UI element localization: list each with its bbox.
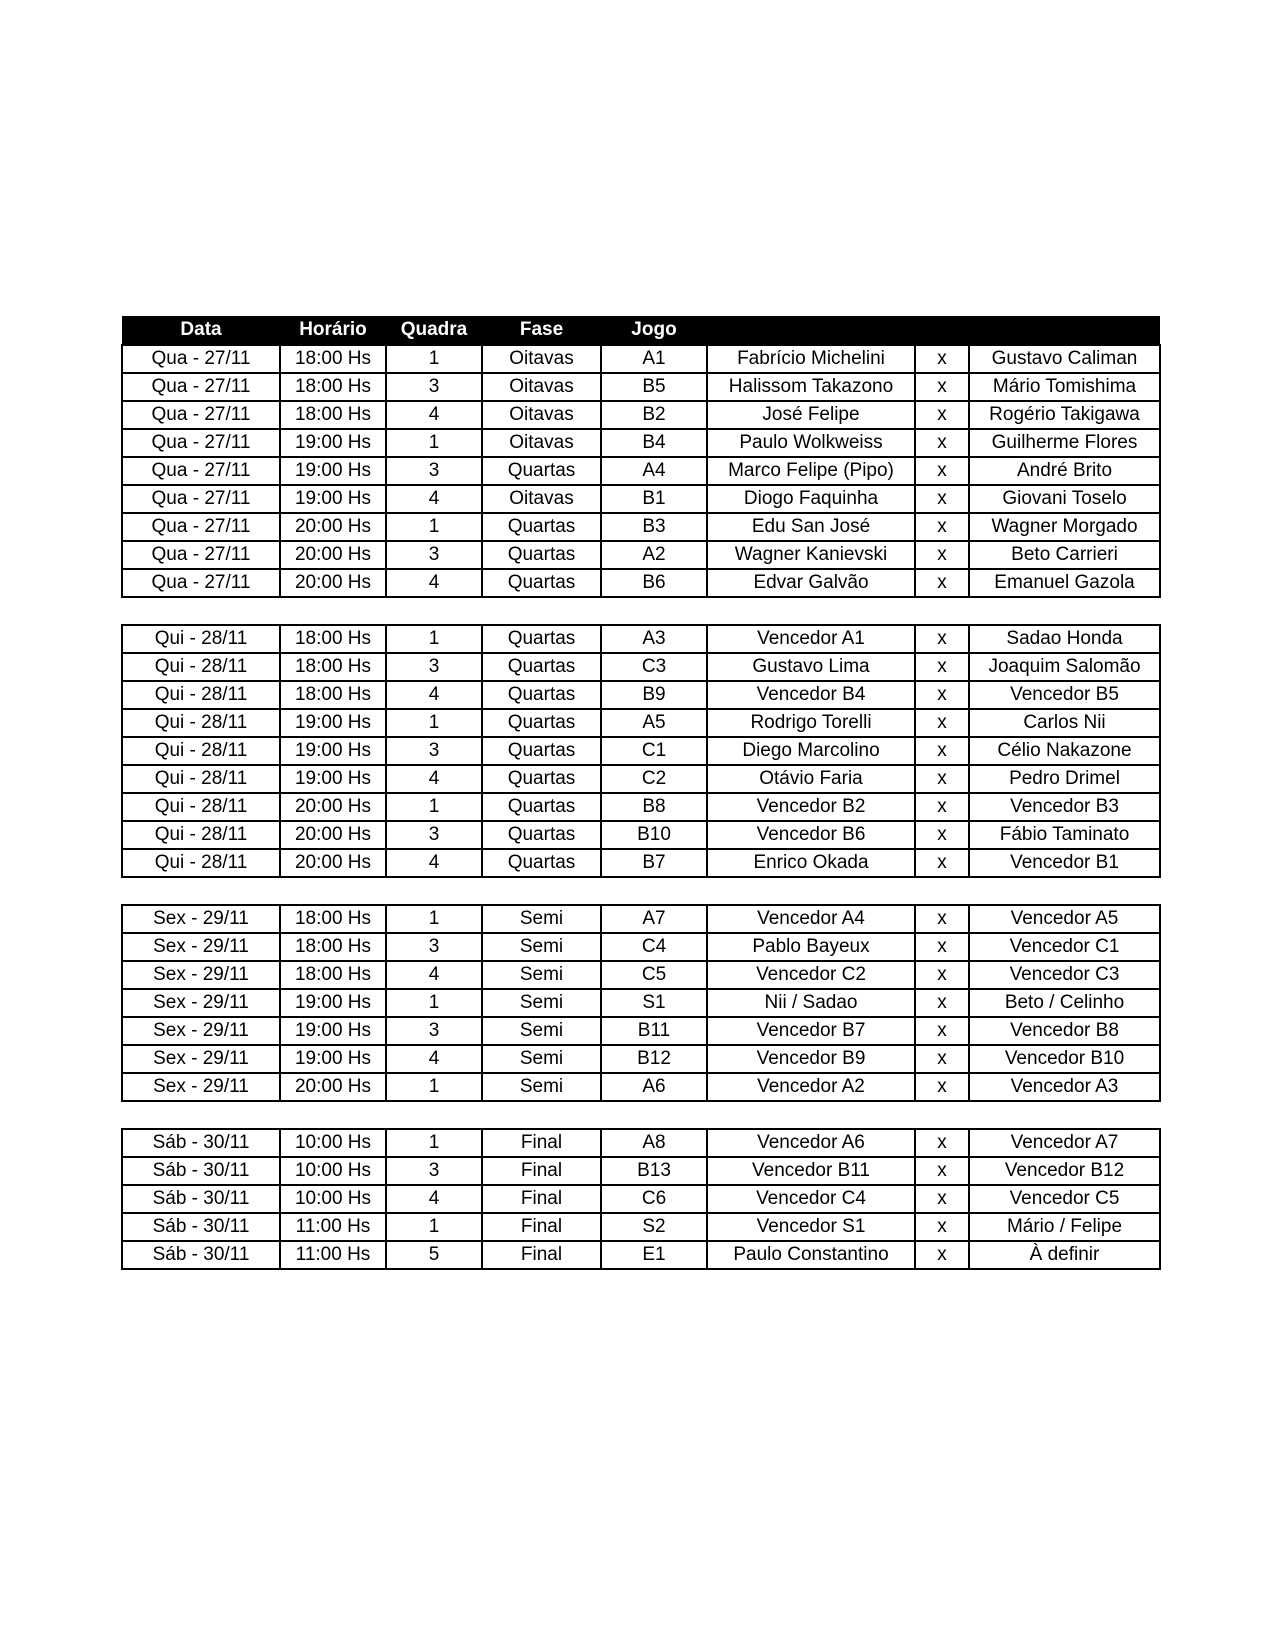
cell-horario: 11:00 Hs <box>280 1213 386 1241</box>
table-row <box>122 989 1160 1017</box>
cell-quadra: 3 <box>386 1017 482 1045</box>
cell-jogo: A7 <box>601 905 707 933</box>
table-row <box>122 345 1160 373</box>
cell-data: Qui - 28/11 <box>122 765 280 793</box>
cell-jogo: A8 <box>601 1129 707 1157</box>
cell-player2: Gustavo Caliman <box>969 345 1160 373</box>
cell-player2: Emanuel Gazola <box>969 569 1160 597</box>
cell-jogo: A4 <box>601 457 707 485</box>
cell-horario: 20:00 Hs <box>280 793 386 821</box>
cell-horario: 20:00 Hs <box>280 513 386 541</box>
cell-jogo: C4 <box>601 933 707 961</box>
cell-player1: Vencedor B11 <box>707 1157 915 1185</box>
cell-player1: Gustavo Lima <box>707 653 915 681</box>
cell-jogo: S1 <box>601 989 707 1017</box>
cell-quadra: 3 <box>386 821 482 849</box>
cell-data: Qui - 28/11 <box>122 625 280 653</box>
cell-jogo: B6 <box>601 569 707 597</box>
cell-jogo: B4 <box>601 429 707 457</box>
cell-fase: Quartas <box>482 569 601 597</box>
header-data: Data <box>122 316 280 345</box>
cell-data: Sex - 29/11 <box>122 933 280 961</box>
table-row <box>122 401 1160 429</box>
cell-jogo: B10 <box>601 821 707 849</box>
table-row <box>122 513 1160 541</box>
cell-quadra: 1 <box>386 429 482 457</box>
cell-data: Sex - 29/11 <box>122 1073 280 1101</box>
cell-horario: 19:00 Hs <box>280 709 386 737</box>
cell-vs: x <box>915 1241 969 1269</box>
cell-data: Qua - 27/11 <box>122 373 280 401</box>
cell-player2: Vencedor C5 <box>969 1185 1160 1213</box>
table-row <box>122 457 1160 485</box>
table-row <box>122 429 1160 457</box>
cell-player2: Vencedor A3 <box>969 1073 1160 1101</box>
cell-jogo: A3 <box>601 625 707 653</box>
header-row <box>122 316 1160 345</box>
cell-vs: x <box>915 653 969 681</box>
cell-data: Qua - 27/11 <box>122 401 280 429</box>
cell-fase: Quartas <box>482 793 601 821</box>
cell-vs: x <box>915 373 969 401</box>
cell-data: Sex - 29/11 <box>122 989 280 1017</box>
table-row <box>122 961 1160 989</box>
cell-jogo: B7 <box>601 849 707 877</box>
cell-data: Sex - 29/11 <box>122 1017 280 1045</box>
group-spacer <box>122 877 1160 905</box>
cell-quadra: 4 <box>386 1045 482 1073</box>
cell-quadra: 4 <box>386 849 482 877</box>
cell-fase: Final <box>482 1185 601 1213</box>
cell-data: Qui - 28/11 <box>122 681 280 709</box>
cell-jogo: B3 <box>601 513 707 541</box>
cell-quadra: 3 <box>386 933 482 961</box>
cell-horario: 19:00 Hs <box>280 989 386 1017</box>
cell-horario: 19:00 Hs <box>280 485 386 513</box>
table-row <box>122 1073 1160 1101</box>
cell-fase: Semi <box>482 1045 601 1073</box>
cell-quadra: 4 <box>386 1185 482 1213</box>
cell-player2: Beto Carrieri <box>969 541 1160 569</box>
cell-player1: Enrico Okada <box>707 849 915 877</box>
cell-quadra: 4 <box>386 765 482 793</box>
cell-fase: Semi <box>482 933 601 961</box>
table-body <box>122 345 1160 1269</box>
cell-quadra: 4 <box>386 681 482 709</box>
spacer-cell <box>122 1101 1160 1129</box>
cell-vs: x <box>915 1073 969 1101</box>
cell-quadra: 1 <box>386 1073 482 1101</box>
cell-player1: Vencedor C2 <box>707 961 915 989</box>
cell-quadra: 1 <box>386 345 482 373</box>
cell-fase: Quartas <box>482 625 601 653</box>
cell-fase: Final <box>482 1213 601 1241</box>
cell-player1: Vencedor A6 <box>707 1129 915 1157</box>
cell-jogo: E1 <box>601 1241 707 1269</box>
table-row <box>122 1213 1160 1241</box>
table-row <box>122 849 1160 877</box>
cell-player2: Joaquim Salomão <box>969 653 1160 681</box>
cell-vs: x <box>915 737 969 765</box>
cell-player2: Giovani Toselo <box>969 485 1160 513</box>
cell-vs: x <box>915 1017 969 1045</box>
cell-horario: 20:00 Hs <box>280 849 386 877</box>
cell-data: Qua - 27/11 <box>122 541 280 569</box>
cell-vs: x <box>915 1045 969 1073</box>
cell-horario: 18:00 Hs <box>280 373 386 401</box>
cell-data: Sáb - 30/11 <box>122 1241 280 1269</box>
cell-fase: Quartas <box>482 513 601 541</box>
cell-jogo: B2 <box>601 401 707 429</box>
table-row <box>122 1241 1160 1269</box>
cell-quadra: 3 <box>386 457 482 485</box>
cell-player1: Diego Marcolino <box>707 737 915 765</box>
cell-data: Qua - 27/11 <box>122 569 280 597</box>
cell-quadra: 3 <box>386 1157 482 1185</box>
cell-vs: x <box>915 933 969 961</box>
table-row <box>122 569 1160 597</box>
cell-player1: Halissom Takazono <box>707 373 915 401</box>
cell-fase: Semi <box>482 905 601 933</box>
table-row <box>122 653 1160 681</box>
cell-jogo: C6 <box>601 1185 707 1213</box>
cell-player2: Guilherme Flores <box>969 429 1160 457</box>
cell-player2: Rogério Takigawa <box>969 401 1160 429</box>
cell-vs: x <box>915 681 969 709</box>
table-row <box>122 905 1160 933</box>
cell-player2: Carlos Nii <box>969 709 1160 737</box>
cell-vs: x <box>915 345 969 373</box>
cell-quadra: 3 <box>386 373 482 401</box>
cell-fase: Oitavas <box>482 373 601 401</box>
cell-horario: 18:00 Hs <box>280 681 386 709</box>
cell-vs: x <box>915 1185 969 1213</box>
cell-horario: 19:00 Hs <box>280 737 386 765</box>
cell-player1: Edu San José <box>707 513 915 541</box>
cell-horario: 10:00 Hs <box>280 1157 386 1185</box>
table-header <box>122 316 1160 345</box>
cell-vs: x <box>915 1157 969 1185</box>
group-spacer <box>122 1101 1160 1129</box>
cell-data: Qui - 28/11 <box>122 793 280 821</box>
cell-quadra: 1 <box>386 905 482 933</box>
cell-fase: Final <box>482 1241 601 1269</box>
cell-jogo: C3 <box>601 653 707 681</box>
cell-quadra: 5 <box>386 1241 482 1269</box>
cell-player1: Diogo Faquinha <box>707 485 915 513</box>
cell-jogo: A5 <box>601 709 707 737</box>
group-spacer <box>122 597 1160 625</box>
cell-quadra: 3 <box>386 737 482 765</box>
cell-fase: Quartas <box>482 737 601 765</box>
cell-vs: x <box>915 1129 969 1157</box>
cell-data: Qua - 27/11 <box>122 429 280 457</box>
cell-vs: x <box>915 709 969 737</box>
cell-player2: Vencedor A5 <box>969 905 1160 933</box>
cell-fase: Oitavas <box>482 485 601 513</box>
cell-player1: Vencedor B2 <box>707 793 915 821</box>
header-vs <box>915 316 969 345</box>
cell-player1: Vencedor B9 <box>707 1045 915 1073</box>
table-row <box>122 1017 1160 1045</box>
cell-player1: Vencedor A1 <box>707 625 915 653</box>
cell-player1: Nii / Sadao <box>707 989 915 1017</box>
cell-player1: Vencedor C4 <box>707 1185 915 1213</box>
cell-horario: 20:00 Hs <box>280 569 386 597</box>
cell-vs: x <box>915 1213 969 1241</box>
cell-vs: x <box>915 429 969 457</box>
cell-player1: Vencedor S1 <box>707 1213 915 1241</box>
table-row <box>122 737 1160 765</box>
cell-jogo: C5 <box>601 961 707 989</box>
cell-player1: Vencedor B6 <box>707 821 915 849</box>
cell-player1: Vencedor B7 <box>707 1017 915 1045</box>
cell-player2: Mário Tomishima <box>969 373 1160 401</box>
cell-data: Sáb - 30/11 <box>122 1129 280 1157</box>
cell-player1: José Felipe <box>707 401 915 429</box>
cell-data: Sáb - 30/11 <box>122 1157 280 1185</box>
cell-player2: Vencedor B12 <box>969 1157 1160 1185</box>
cell-player1: Paulo Constantino <box>707 1241 915 1269</box>
cell-fase: Oitavas <box>482 345 601 373</box>
table-row <box>122 681 1160 709</box>
cell-quadra: 1 <box>386 513 482 541</box>
cell-horario: 10:00 Hs <box>280 1129 386 1157</box>
cell-vs: x <box>915 905 969 933</box>
cell-horario: 19:00 Hs <box>280 457 386 485</box>
cell-jogo: B5 <box>601 373 707 401</box>
cell-fase: Oitavas <box>482 401 601 429</box>
cell-data: Sex - 29/11 <box>122 1045 280 1073</box>
cell-vs: x <box>915 401 969 429</box>
cell-vs: x <box>915 849 969 877</box>
cell-vs: x <box>915 541 969 569</box>
cell-horario: 18:00 Hs <box>280 625 386 653</box>
cell-player2: Vencedor A7 <box>969 1129 1160 1157</box>
cell-player2: André Brito <box>969 457 1160 485</box>
cell-player1: Vencedor A4 <box>707 905 915 933</box>
cell-vs: x <box>915 625 969 653</box>
cell-data: Sáb - 30/11 <box>122 1185 280 1213</box>
cell-data: Qua - 27/11 <box>122 513 280 541</box>
cell-player2: Vencedor C3 <box>969 961 1160 989</box>
cell-player2: Pedro Drimel <box>969 765 1160 793</box>
cell-jogo: C2 <box>601 765 707 793</box>
cell-player2: Beto / Celinho <box>969 989 1160 1017</box>
cell-fase: Quartas <box>482 541 601 569</box>
cell-fase: Quartas <box>482 709 601 737</box>
cell-horario: 11:00 Hs <box>280 1241 386 1269</box>
table-row <box>122 933 1160 961</box>
cell-data: Sex - 29/11 <box>122 905 280 933</box>
cell-horario: 19:00 Hs <box>280 1045 386 1073</box>
header-horario: Horário <box>280 316 386 345</box>
table-row <box>122 625 1160 653</box>
cell-horario: 20:00 Hs <box>280 1073 386 1101</box>
cell-horario: 20:00 Hs <box>280 821 386 849</box>
cell-horario: 10:00 Hs <box>280 1185 386 1213</box>
cell-jogo: S2 <box>601 1213 707 1241</box>
cell-player2: Wagner Morgado <box>969 513 1160 541</box>
table-row <box>122 1185 1160 1213</box>
table-row <box>122 1157 1160 1185</box>
table-row <box>122 821 1160 849</box>
cell-fase: Semi <box>482 989 601 1017</box>
cell-quadra: 3 <box>386 541 482 569</box>
cell-jogo: A1 <box>601 345 707 373</box>
cell-data: Qui - 28/11 <box>122 737 280 765</box>
spacer-cell <box>122 877 1160 905</box>
cell-player1: Edvar Galvão <box>707 569 915 597</box>
schedule-table-container <box>121 316 1159 1270</box>
cell-data: Qui - 28/11 <box>122 849 280 877</box>
cell-quadra: 4 <box>386 961 482 989</box>
cell-data: Sáb - 30/11 <box>122 1213 280 1241</box>
table-row <box>122 1129 1160 1157</box>
cell-player1: Rodrigo Torelli <box>707 709 915 737</box>
header-quadra: Quadra <box>386 316 482 345</box>
cell-player2: Fábio Taminato <box>969 821 1160 849</box>
cell-horario: 19:00 Hs <box>280 429 386 457</box>
header-jogo: Jogo <box>601 316 707 345</box>
cell-player1: Vencedor A2 <box>707 1073 915 1101</box>
table-row <box>122 765 1160 793</box>
cell-quadra: 4 <box>386 401 482 429</box>
cell-fase: Quartas <box>482 849 601 877</box>
table-row <box>122 1045 1160 1073</box>
header-player2 <box>969 316 1160 345</box>
cell-data: Qui - 28/11 <box>122 821 280 849</box>
cell-quadra: 1 <box>386 709 482 737</box>
header-player1 <box>707 316 915 345</box>
cell-horario: 18:00 Hs <box>280 653 386 681</box>
cell-player2: Sadao Honda <box>969 625 1160 653</box>
cell-quadra: 1 <box>386 793 482 821</box>
cell-horario: 18:00 Hs <box>280 961 386 989</box>
cell-jogo: A6 <box>601 1073 707 1101</box>
cell-vs: x <box>915 989 969 1017</box>
cell-player2: À definir <box>969 1241 1160 1269</box>
cell-player1: Wagner Kanievski <box>707 541 915 569</box>
cell-fase: Final <box>482 1129 601 1157</box>
cell-vs: x <box>915 569 969 597</box>
cell-horario: 18:00 Hs <box>280 905 386 933</box>
schedule-table <box>121 316 1161 1270</box>
cell-quadra: 1 <box>386 989 482 1017</box>
cell-jogo: C1 <box>601 737 707 765</box>
cell-player2: Vencedor B10 <box>969 1045 1160 1073</box>
cell-fase: Semi <box>482 1073 601 1101</box>
spacer-cell <box>122 597 1160 625</box>
cell-horario: 18:00 Hs <box>280 933 386 961</box>
cell-player2: Célio Nakazone <box>969 737 1160 765</box>
cell-fase: Quartas <box>482 681 601 709</box>
table-row <box>122 709 1160 737</box>
cell-horario: 20:00 Hs <box>280 541 386 569</box>
cell-quadra: 1 <box>386 625 482 653</box>
cell-quadra: 4 <box>386 569 482 597</box>
cell-quadra: 1 <box>386 1129 482 1157</box>
cell-jogo: B12 <box>601 1045 707 1073</box>
cell-horario: 19:00 Hs <box>280 765 386 793</box>
cell-vs: x <box>915 793 969 821</box>
cell-fase: Quartas <box>482 765 601 793</box>
table-row <box>122 541 1160 569</box>
cell-player2: Mário / Felipe <box>969 1213 1160 1241</box>
cell-player1: Pablo Bayeux <box>707 933 915 961</box>
cell-player2: Vencedor B5 <box>969 681 1160 709</box>
cell-player1: Marco Felipe (Pipo) <box>707 457 915 485</box>
cell-data: Qua - 27/11 <box>122 345 280 373</box>
cell-horario: 18:00 Hs <box>280 345 386 373</box>
cell-data: Sex - 29/11 <box>122 961 280 989</box>
cell-vs: x <box>915 821 969 849</box>
cell-player2: Vencedor C1 <box>969 933 1160 961</box>
cell-player1: Paulo Wolkweiss <box>707 429 915 457</box>
cell-vs: x <box>915 485 969 513</box>
table-row <box>122 485 1160 513</box>
table-row <box>122 373 1160 401</box>
cell-player2: Vencedor B8 <box>969 1017 1160 1045</box>
cell-fase: Semi <box>482 961 601 989</box>
cell-data: Qui - 28/11 <box>122 709 280 737</box>
cell-jogo: B9 <box>601 681 707 709</box>
cell-player1: Otávio Faria <box>707 765 915 793</box>
cell-fase: Quartas <box>482 821 601 849</box>
cell-player1: Vencedor B4 <box>707 681 915 709</box>
cell-fase: Quartas <box>482 653 601 681</box>
cell-fase: Final <box>482 1157 601 1185</box>
cell-quadra: 1 <box>386 1213 482 1241</box>
cell-horario: 19:00 Hs <box>280 1017 386 1045</box>
cell-jogo: B11 <box>601 1017 707 1045</box>
cell-quadra: 3 <box>386 653 482 681</box>
cell-data: Qua - 27/11 <box>122 485 280 513</box>
header-fase: Fase <box>482 316 601 345</box>
cell-player1: Fabrício Michelini <box>707 345 915 373</box>
cell-vs: x <box>915 961 969 989</box>
cell-jogo: B1 <box>601 485 707 513</box>
cell-vs: x <box>915 513 969 541</box>
cell-fase: Semi <box>482 1017 601 1045</box>
cell-data: Qua - 27/11 <box>122 457 280 485</box>
cell-horario: 18:00 Hs <box>280 401 386 429</box>
table-row <box>122 793 1160 821</box>
cell-jogo: B8 <box>601 793 707 821</box>
cell-player2: Vencedor B1 <box>969 849 1160 877</box>
cell-vs: x <box>915 457 969 485</box>
cell-vs: x <box>915 765 969 793</box>
cell-jogo: B13 <box>601 1157 707 1185</box>
cell-jogo: A2 <box>601 541 707 569</box>
cell-fase: Oitavas <box>482 429 601 457</box>
cell-quadra: 4 <box>386 485 482 513</box>
cell-fase: Quartas <box>482 457 601 485</box>
cell-data: Qui - 28/11 <box>122 653 280 681</box>
cell-player2: Vencedor B3 <box>969 793 1160 821</box>
